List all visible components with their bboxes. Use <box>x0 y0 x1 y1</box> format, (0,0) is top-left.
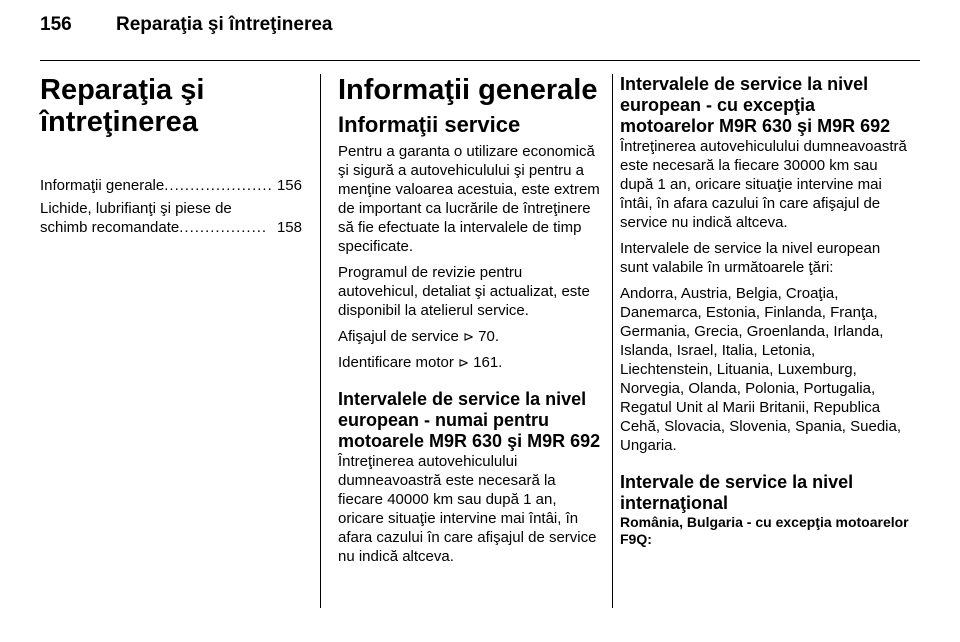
section-title: Informaţii generale <box>338 74 598 106</box>
service-display-ref: Afişajul de service ⊳ 70. <box>338 328 499 345</box>
toc-dot-leader: ..................... <box>164 177 273 194</box>
eu-except-paragraph: Întreţinerea autovehiculului dumneavoastră este necesară la fiecare 30000 km sau după 1 an, oricare situaţie intervine mai întâi, în afara cazului în care afişajul de service nu indică altceva. <box>620 138 907 231</box>
chapter-toc-column <box>40 74 302 237</box>
eu-only-paragraph: Întreţinerea autovehiculului dumneavoastră este necesară la fiecare 40000 km sau după 1 an, oricare situaţie intervine mai întâi, în afara cazului în care afişajul de service nu indică altceva. <box>338 453 597 565</box>
engine-id-ref: Identificare motor ⊳ 161. <box>338 354 503 371</box>
toc-entry-fluids[interactable] <box>40 199 302 237</box>
international-subheading: România, Bulgaria - cu excepţia motoarelor F9Q: <box>620 514 909 547</box>
intro-paragraph: Pentru a garanta o utilizare economică şi sigură a autovehiculului şi pentru a menţine valoarea acestuia, este extrem de important ca lucrările de întreţinere să fie efectuate la intervalele de timp specificate. <box>338 143 600 255</box>
toc-entry-page: 156 <box>276 177 302 194</box>
reference-page-link[interactable]: 70. <box>478 328 499 345</box>
toc-entry-label-line1: Lichide, lubrifianţi şi piese de <box>40 200 232 217</box>
page-number: 156 <box>40 14 72 35</box>
header-rule <box>40 60 920 61</box>
running-header-title: Reparaţia şi întreţinerea <box>116 14 333 35</box>
schedule-paragraph: Programul de revizie pentru autovehicul, detaliat şi actualizat, este disponibil la atelierul service. <box>338 264 590 319</box>
general-info-column <box>338 74 604 573</box>
column-divider-2 <box>612 74 613 608</box>
toc-dot-leader: ................. <box>179 219 268 236</box>
international-heading: Intervale de service la nivel internaţional <box>620 472 854 513</box>
reference-arrow-icon: ⊳ <box>458 355 469 370</box>
chapter-title: Reparaţia şi întreţinerea <box>40 74 205 138</box>
page-header <box>40 14 920 44</box>
intervals-column <box>620 74 910 548</box>
toc-entry-page: 158 <box>276 219 302 236</box>
column-divider-1 <box>320 74 321 608</box>
valid-countries-intro: Intervalele de service la nivel european sunt valabile în următoarele ţări: <box>620 240 881 276</box>
eu-only-heading: Intervalele de service la nivel european - numai pentru motoarele M9R 630 şi M9R 692 <box>338 389 601 451</box>
countries-list: Andorra, Austria, Belgia, Croaţia, Danemarca, Estonia, Finlanda, Franţa, Germania, Grecia, Groenlanda, Irlanda, Islanda, Israel, Italia, Letonia, Liechtenstein, Lituania, Luxemburg, Norvegia, Olanda, Polonia, Portugalia, Regatul Unit al Marii Britanii, Republica Cehă, Slovacia, Slovenia, Spania, Suedia, Ungaria. <box>620 285 902 454</box>
reference-page-link[interactable]: 161. <box>473 354 503 371</box>
toc-entry-label-line2: schimb recomandate <box>40 219 180 236</box>
toc-entry-label: Informaţii generale <box>40 177 165 194</box>
section-subtitle: Informaţii service <box>338 112 521 137</box>
eu-except-heading: Intervalele de service la nivel european - cu excepţia motoarelor M9R 630 şi M9R 692 <box>620 74 891 136</box>
reference-arrow-icon: ⊳ <box>463 329 474 344</box>
toc-entry-general-info[interactable] <box>40 176 302 195</box>
